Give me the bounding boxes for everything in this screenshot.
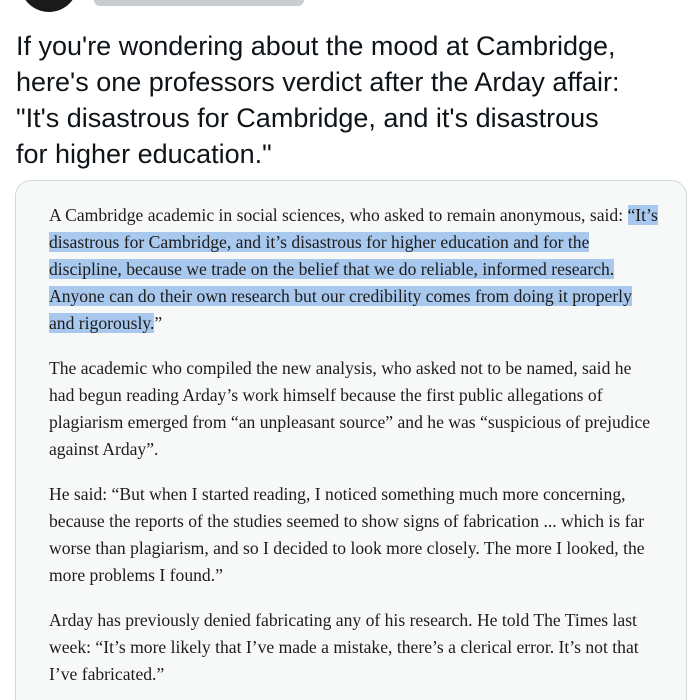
quoted-article-screenshot[interactable] (15, 180, 687, 700)
article-excerpt (49, 202, 659, 700)
article-paragraph-2: The academic who compiled the new analysis, who asked not to be named, said he had begun reading Arday’s work himself because the first public allegations of plagiarism emerged from “an unpleasant source” and he was “suspicious of prejudice against Arday”. (49, 358, 651, 459)
tweet-text: If you're wondering about the mood at Cambridge, here's one professors verdict after the Arday affair: "It's disastrous for Cambridge, and it's disastrous for higher education." (16, 31, 620, 169)
tweet-header (0, 0, 700, 14)
article-paragraph-4: Arday has previously denied fabricating any of his research. He told The Times last week: “It’s more likely that I’ve made a mistake, there’s a clerical error. It’s not that I’ve fabricated.” (49, 610, 639, 684)
article-paragraph-1 (49, 202, 659, 337)
quote-closing-mark: ” (154, 313, 163, 333)
avatar[interactable] (20, 0, 78, 12)
highlighted-quote: “It’s disastrous for Cambridge, and it’s disastrous for higher education and for the discipline, because we trade on the belief that we do reliable, informed research. Anyone can do their own research but our credibility comes from doing it properly and rigorously. (49, 205, 658, 333)
article-paragraph-3: He said: “But when I started reading, I noticed something much more concerning, because the reports of the studies seemed to show signs of fabrication ... which is far worse than plagiarism, and so I decided to look more closely. The more I looked, the more problems I found.” (49, 484, 645, 585)
author-name-cropped[interactable] (94, 0, 304, 6)
article-paragraph-1-intro: A Cambridge academic in social sciences, who asked to remain anonymous, said: (49, 205, 624, 225)
